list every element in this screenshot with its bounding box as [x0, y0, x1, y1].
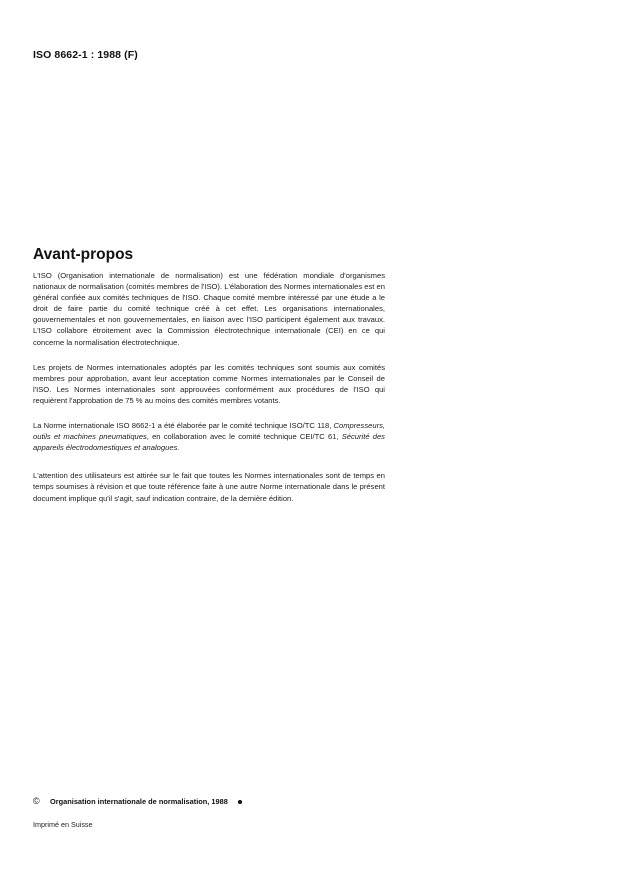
committee-title-tc61: Sécurité des appareils électrodomestiques et analogues. [33, 432, 385, 453]
foreword-paragraph-2: Les projets de Normes internationales adoptés par les comités techniques sont soumis aux comités membres pour approbation, avant leur acceptation comme Normes internationales par le Conseil de l'ISO. Les Normes internationales sont approuvées conformément aux procédures de l'ISO qui requièrent l'approbation de 75 % au moins des comités membres votants. [33, 362, 385, 405]
foreword-paragraph-3 [33, 420, 385, 453]
copyright-text: Organisation internationale de normalisation, 1988 [50, 797, 228, 806]
document-header: ISO 8662-1 : 1988 (F) [33, 49, 138, 61]
paragraph-3-text-a: La Norme internationale ISO 8662-1 a été élaborée par le comité technique ISO/TC 118, [33, 421, 334, 431]
copyright-line [33, 797, 242, 806]
printed-in-text: Imprimé en Suisse [33, 820, 93, 829]
bullet-dot-icon [238, 800, 242, 804]
foreword-body [33, 270, 385, 516]
foreword-paragraph-4: L'attention des utilisateurs est attirée sur le fait que toutes les Normes internationales sont de temps en temps soumises à révision et que toute référence faite à une autre Norme internationale dans le présent document implique qu'il s'agit, sauf indication contraire, de la dernière édition. [33, 471, 385, 503]
copyright-icon: © [33, 796, 40, 806]
foreword-title: Avant-propos [33, 246, 134, 263]
committee-title-tc118: Compresseurs, outils et machines pneumatiques [33, 421, 385, 442]
paragraph-3-text-b: , en collaboration avec le comité technique CEI/TC 61, [146, 432, 342, 442]
foreword-paragraph-1: L'ISO (Organisation internationale de normalisation) est une fédération mondiale d'organismes nationaux de normalisation (comités membres de l'ISO). L'élaboration des Normes internationales est en général confiée aux comités techniques de l'ISO. Chaque comité membre intéressé par une étude a le droit de faire partie du comité technique créé à cet effet. Les organisations internationales, gouvernementales et non gouvernementales, en liaison avec l'ISO participent également aux travaux. L'ISO collabore étroitement avec la Commission électrotechnique internationale (CEI) en ce qui concerne la normalisation électrotechnique. [33, 271, 385, 347]
